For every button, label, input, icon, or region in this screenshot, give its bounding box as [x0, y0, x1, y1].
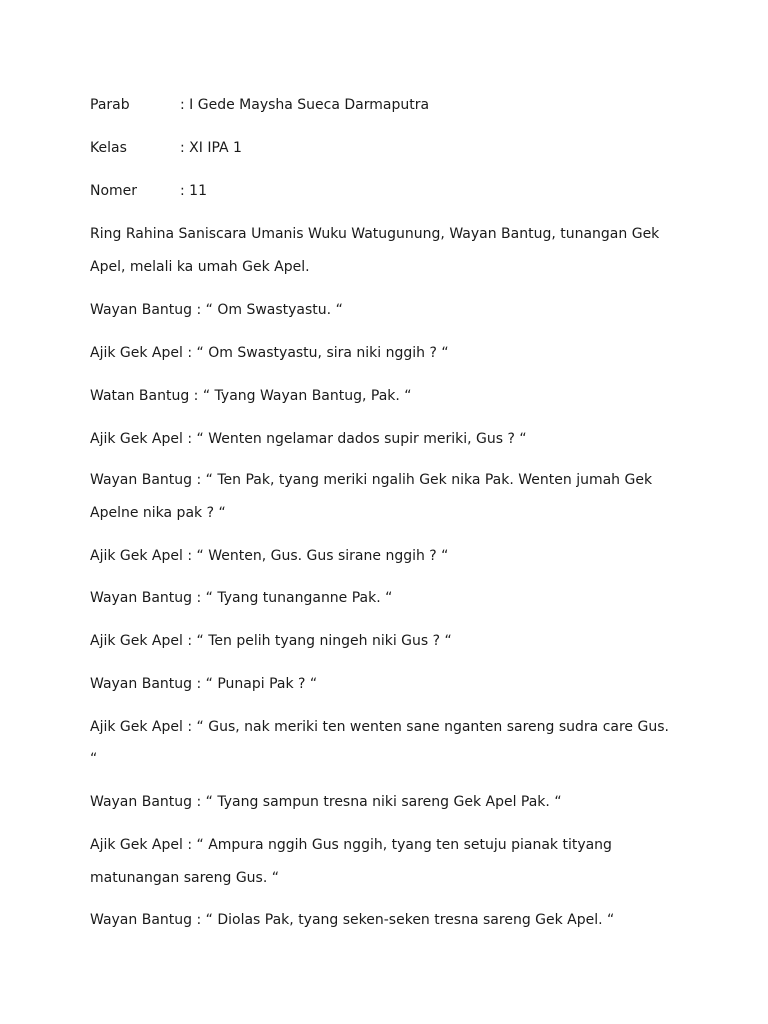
dialogue-line: Ajik Gek Apel : “ Gus, nak meriki ten wenten sane nganten sareng sudra care Gus.: [90, 719, 669, 735]
name-value: : I Gede Maysha Sueca Darmaputra: [180, 97, 430, 113]
dialogue-line: Ajik Gek Apel : “ Wenten, Gus. Gus sirane nggih ? “: [90, 548, 449, 564]
name-label: Parab: [90, 97, 130, 113]
class-row: [90, 139, 242, 157]
dialogue-line: Ajik Gek Apel : “ Ampura nggih Gus nggih, tyang ten setuju pianak tityang: [90, 837, 612, 853]
name-row: [90, 96, 429, 114]
class-value: : XI IPA 1: [180, 140, 242, 156]
dialogue-line: Ajik Gek Apel : “ Om Swastyastu, sira niki nggih ? “: [90, 345, 449, 361]
dialogue-line: Wayan Bantug : “ Punapi Pak ? “: [90, 676, 318, 692]
dialogue-line: Wayan Bantug : “ Diolas Pak, tyang seken-seken tresna sareng Gek Apel. “: [90, 912, 615, 928]
intro-line-1: Ring Rahina Saniscara Umanis Wuku Watugunung, Wayan Bantug, tunangan Gek: [90, 226, 660, 242]
dialogue-line: Wayan Bantug : “ Ten Pak, tyang meriki ngalih Gek nika Pak. Wenten jumah Gek: [90, 472, 653, 488]
number-label: Nomer: [90, 183, 138, 199]
dialogue-line: Wayan Bantug : “ Tyang tunanganne Pak. “: [90, 590, 393, 606]
dialogue-line: Ajik Gek Apel : “ Ten pelih tyang ningeh niki Gus ? “: [90, 633, 452, 649]
dialogue-line-continued: Apelne nika pak ? “: [90, 505, 226, 521]
number-row: [90, 182, 207, 200]
dialogue-line: Wayan Bantug : “ Tyang sampun tresna niki sareng Gek Apel Pak. “: [90, 794, 562, 810]
dialogue-line: Wayan Bantug : “ Om Swastyastu. “: [90, 302, 343, 318]
dialogue-line-continued: “: [90, 751, 98, 767]
class-label: Kelas: [90, 140, 127, 156]
intro-line-2: Apel, melali ka umah Gek Apel.: [90, 259, 310, 275]
number-value: : 11: [180, 183, 207, 199]
dialogue-line: Watan Bantug : “ Tyang Wayan Bantug, Pak. “: [90, 388, 412, 404]
dialogue-line: Ajik Gek Apel : “ Wenten ngelamar dados supir meriki, Gus ? “: [90, 431, 527, 447]
dialogue-line-continued: matunangan sareng Gus. “: [90, 870, 280, 886]
